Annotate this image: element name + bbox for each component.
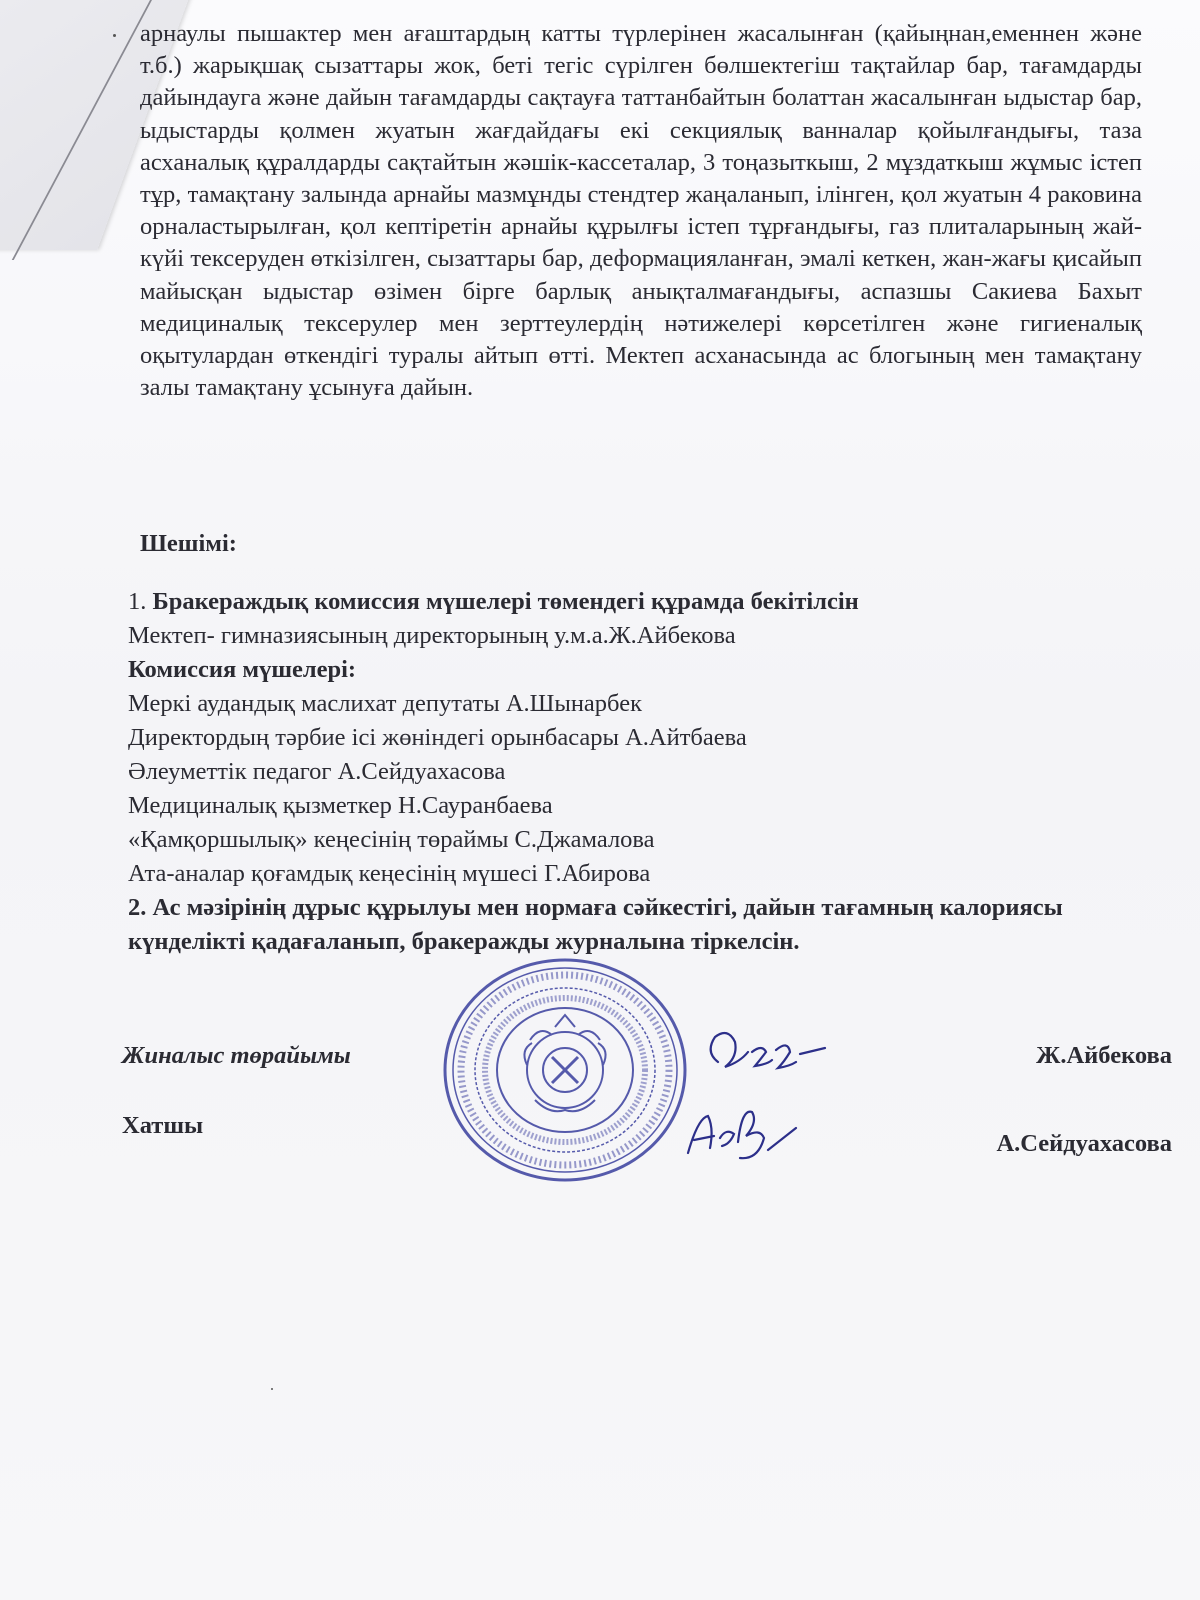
member-5: «Қамқоршылық» кеңесінің төраймы С.Джамалова bbox=[128, 826, 655, 853]
members-heading: Комиссия мүшелері: bbox=[128, 656, 357, 683]
chair-signature bbox=[700, 1022, 830, 1087]
member-6: Ата-аналар қоғамдық кеңесінің мүшесі Г.Абирова bbox=[128, 860, 651, 887]
member-2: Директордың тәрбие ісі жөніндегі орынбасары А.Айтбаева bbox=[128, 724, 747, 751]
bullet-dot bbox=[113, 34, 116, 37]
chair-line: Мектеп- гимназиясының директорының у.м.а.Ж.Айбекова bbox=[128, 622, 736, 649]
chair-name: Ж.Айбекова bbox=[1036, 1042, 1172, 1069]
member-4: Медициналық қызметкер Н.Сауранбаева bbox=[128, 792, 553, 819]
decision-list bbox=[128, 585, 1158, 959]
member-1: Меркі аудандық маслихат депутаты А.Шынарбек bbox=[128, 690, 642, 717]
item-1-number: 1. bbox=[128, 588, 147, 615]
paper-speck bbox=[271, 1388, 273, 1390]
item-2: 2. Ас мәзірінің дұрыс құрылуы мен нормаға сәйкестігі, дайын тағамның калориясы күнделікті қадағаланып, бракеражды журналына тіркелсін. bbox=[128, 894, 1063, 955]
item-1 bbox=[128, 585, 1158, 619]
chair-label: Жиналыс төрайымы bbox=[122, 1042, 351, 1069]
secretary-signature bbox=[680, 1098, 800, 1168]
member-3: Әлеуметтік педагог А.Сейдуахасова bbox=[128, 758, 506, 785]
body-paragraph: арнаулы пышактер мен ағаштардың катты түрлерінен жасалынған (қайыңнан,еменнен және т.б.) жарықшақ сызаттары жок, беті тегіс сүрілген бөлшектегіш тақтайлар бар, тағамдарды дайындауга және дайын тағамдарды сақтауға таттанбайтын болаттан жасалынған ыдыстар бар, ыдыстарды қолмен жуатын жағдайдағы екі секциялық ванналар қойылғандығы, таза асханалық құралдарды сақтайтын жәшік-кассеталар, 3 тоңазыткыш, 2 мұздаткыш жұмыс істеп тұр, тамақтану залында арнайы мазмұнды стендтер жаңаланып, ілінген, қол жуатын 4 раковина орналастырылған, қол кептіретін арнайы құрылғы істеп тұрғандығы, газ плиталарының жай-күйі тексеруден өткізілген, сызаттары бар, деформацияланған, эмалі кеткен, жан-жағы қисайып майысқан ыдыстар өзімен бірге барлық анықталмағандығы, аспазшы Сакиева Бахыт медициналық тексерулер мен зерттеулердің нәтижелері көрсетілген және гигиеналық оқытулардан өткендігі туралы айтып өтті. Мектеп асханасында ас блогының мен тамақтану залы тамақтану ұсынуға дайын. bbox=[140, 20, 1142, 402]
secretary-name: А.Сейдуахасова bbox=[996, 1130, 1172, 1157]
item-1-title: Бракераждық комиссия мүшелері төмендегі құрамда бекітілсін bbox=[152, 588, 859, 615]
official-stamp bbox=[440, 955, 690, 1185]
decision-title: Шешімі: bbox=[140, 530, 237, 557]
secretary-label: Хатшы bbox=[122, 1112, 204, 1139]
